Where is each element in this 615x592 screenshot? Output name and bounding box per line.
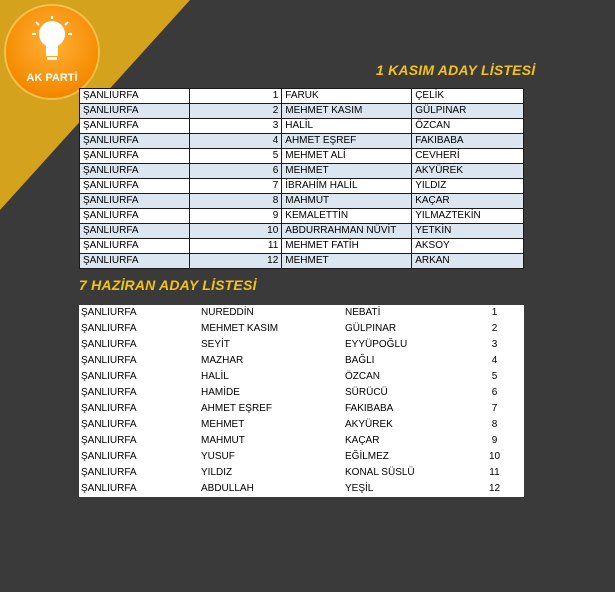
last-name-cell: ÖZCAN [343,369,465,385]
last-name-cell: CEVHERİ [412,149,524,164]
table-row [80,104,524,119]
city-cell: ŞANLIURFA [79,385,199,401]
city-cell: ŞANLIURFA [79,481,199,497]
rank-cell: 6 [465,385,524,401]
first-name-cell: NUREDDİN [199,305,343,321]
city-cell: ŞANLIURFA [80,149,190,164]
city-cell: ŞANLIURFA [79,465,199,481]
city-cell: ŞANLIURFA [80,134,190,149]
table-row [79,401,524,417]
last-name-cell: BAĞLI [343,353,465,369]
last-name-cell: FAKIBABA [343,401,465,417]
ak-parti-logo [6,6,98,98]
rank-cell: 2 [465,321,524,337]
table-row [80,239,524,254]
first-name-cell: MEHMET FATİH [282,239,412,254]
table-row [79,449,524,465]
table-row [80,194,524,209]
city-cell: ŞANLIURFA [79,353,199,369]
city-cell: ŞANLIURFA [80,164,190,179]
last-name-cell: FAKIBABA [412,134,524,149]
city-cell: ŞANLIURFA [80,254,190,269]
table-row [80,119,524,134]
table-row [79,369,524,385]
city-cell: ŞANLIURFA [80,224,190,239]
table-row [80,164,524,179]
first-name-cell: YILDIZ [199,465,343,481]
last-name-cell: NEBATİ [343,305,465,321]
rank-cell: 1 [189,89,282,104]
last-name-cell: YETKİN [412,224,524,239]
last-name-cell: KAÇAR [412,194,524,209]
list1-table [79,88,524,269]
last-name-cell: AKSOY [412,239,524,254]
first-name-cell: MEHMET KASIM [282,104,412,119]
first-name-cell: MEHMET KASIM [199,321,343,337]
city-cell: ŞANLIURFA [80,209,190,224]
first-name-cell: MAHMUT [199,433,343,449]
last-name-cell: GÜLPINAR [412,104,524,119]
last-name-cell: GÜLPINAR [343,321,465,337]
last-name-cell: YEŞİL [343,481,465,497]
list2-table [79,305,524,497]
table-row [79,385,524,401]
table-row [79,433,524,449]
first-name-cell: İBRAHİM HALİL [282,179,412,194]
first-name-cell: MEHMET [199,417,343,433]
rank-cell: 9 [465,433,524,449]
first-name-cell: ABDULLAH [199,481,343,497]
table-row [79,305,524,321]
city-cell: ŞANLIURFA [80,194,190,209]
table-row [80,89,524,104]
city-cell: ŞANLIURFA [80,179,190,194]
rank-cell: 7 [189,179,282,194]
rank-cell: 6 [189,164,282,179]
last-name-cell: KONAL SÜSLÜ [343,465,465,481]
first-name-cell: YUSUF [199,449,343,465]
rank-cell: 7 [465,401,524,417]
first-name-cell: HAMİDE [199,385,343,401]
rank-cell: 2 [189,104,282,119]
last-name-cell: ÖZCAN [412,119,524,134]
list2-title: 7 HAZİRAN ADAY LİSTESİ [79,277,257,293]
table-row [79,321,524,337]
table-row [80,224,524,239]
table-row [79,465,524,481]
first-name-cell: FARUK [282,89,412,104]
last-name-cell: EĞİLMEZ [343,449,465,465]
city-cell: ŞANLIURFA [80,119,190,134]
city-cell: ŞANLIURFA [79,433,199,449]
first-name-cell: MEHMET [282,254,412,269]
rank-cell: 12 [189,254,282,269]
first-name-cell: HALİL [282,119,412,134]
table-row [80,179,524,194]
table-row [80,209,524,224]
first-name-cell: SEYİT [199,337,343,353]
table-row [80,134,524,149]
logo-text: AK PARTİ [26,72,78,84]
rank-cell: 10 [189,224,282,239]
rank-cell: 5 [465,369,524,385]
table-row [79,337,524,353]
rank-cell: 8 [465,417,524,433]
city-cell: ŞANLIURFA [79,321,199,337]
city-cell: ŞANLIURFA [79,369,199,385]
city-cell: ŞANLIURFA [80,104,190,119]
city-cell: ŞANLIURFA [79,417,199,433]
last-name-cell: SÜRÜCÜ [343,385,465,401]
city-cell: ŞANLIURFA [79,305,199,321]
rank-cell: 5 [189,149,282,164]
first-name-cell: MEHMET ALİ [282,149,412,164]
table-row [79,417,524,433]
last-name-cell: YILMAZTEKİN [412,209,524,224]
rank-cell: 12 [465,481,524,497]
first-name-cell: KEMALETTİN [282,209,412,224]
first-name-cell: MEHMET [282,164,412,179]
table-row [80,254,524,269]
rank-cell: 11 [465,465,524,481]
last-name-cell: YILDIZ [412,179,524,194]
rank-cell: 3 [189,119,282,134]
last-name-cell: KAÇAR [343,433,465,449]
first-name-cell: AHMET EŞREF [199,401,343,417]
last-name-cell: AKYÜREK [412,164,524,179]
last-name-cell: EYYÜPOĞLU [343,337,465,353]
first-name-cell: MAHMUT [282,194,412,209]
table-row [79,481,524,497]
city-cell: ŞANLIURFA [79,449,199,465]
last-name-cell: ARKAN [412,254,524,269]
city-cell: ŞANLIURFA [79,337,199,353]
rank-cell: 9 [189,209,282,224]
rank-cell: 3 [465,337,524,353]
city-cell: ŞANLIURFA [80,239,190,254]
last-name-cell: ÇELİK [412,89,524,104]
first-name-cell: ABDURRAHMAN NÜVİT [282,224,412,239]
first-name-cell: HALİL [199,369,343,385]
city-cell: ŞANLIURFA [79,401,199,417]
first-name-cell: MAZHAR [199,353,343,369]
rank-cell: 4 [465,353,524,369]
rank-cell: 10 [465,449,524,465]
rank-cell: 11 [189,239,282,254]
rank-cell: 4 [189,134,282,149]
city-cell: ŞANLIURFA [80,89,190,104]
lightbulb-icon [32,16,72,68]
table-row [80,149,524,164]
first-name-cell: AHMET EŞREF [282,134,412,149]
rank-cell: 8 [189,194,282,209]
rank-cell: 1 [465,305,524,321]
list1-title: 1 KASIM ADAY LİSTESİ [376,62,536,78]
last-name-cell: AKYÜREK [343,417,465,433]
table-row [79,353,524,369]
